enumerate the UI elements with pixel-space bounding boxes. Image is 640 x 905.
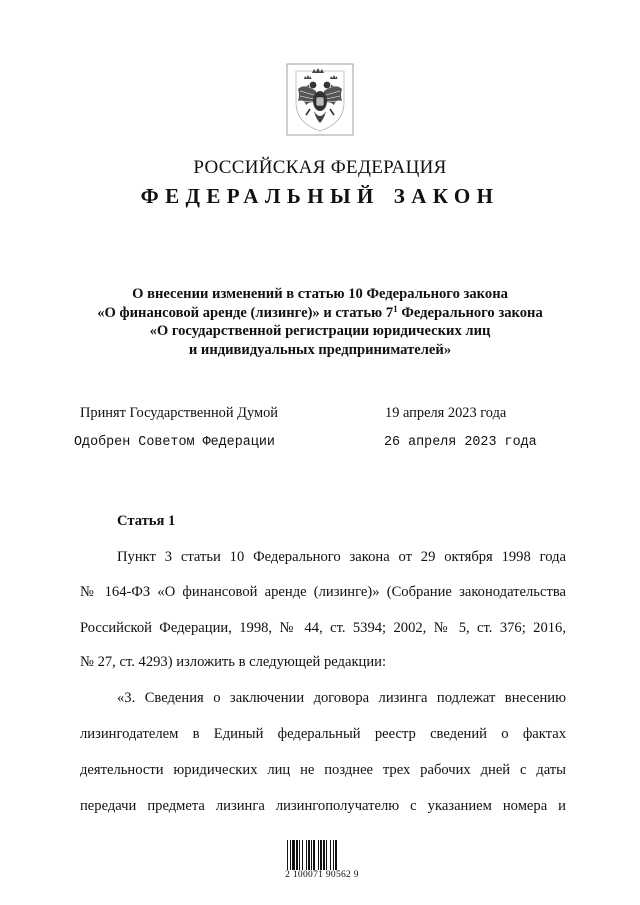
law-title-line-2-part-1: «О финансовой аренде (лизинге)» и статью 7 bbox=[97, 304, 394, 321]
article-text-line: Российской Федерации, 1998, № 44, ст. 5394; 2002, № 5, ст. 376; 2016, bbox=[80, 620, 566, 636]
article-text-line: «3. Сведения о заключении договора лизинга подлежат внесению bbox=[117, 690, 566, 706]
approved-date: 26 апреля 2023 года bbox=[384, 435, 537, 450]
article-text-line: передачи предмета лизинга лизингополучателю с указанием номера и bbox=[80, 798, 566, 814]
barcode-icon bbox=[286, 840, 358, 870]
article-text-line: лизингодателем в Единый федеральный реестр сведений о фактах bbox=[80, 726, 566, 742]
law-title-line-4: и индивидуальных предпринимателей» bbox=[188, 341, 452, 358]
adopted-date: 19 апреля 2023 года bbox=[385, 405, 507, 421]
law-title bbox=[60, 285, 580, 359]
law-title-line-2-part-2: Федерального закона bbox=[397, 304, 543, 321]
article-text-line: деятельности юридических лиц не позднее трех рабочих дней с даты bbox=[80, 762, 566, 778]
article-text-line: № 27, ст. 4293) изложить в следующей редакции: bbox=[80, 654, 387, 670]
law-title-line-1: О внесении изменений в статью 10 Федерального закона bbox=[132, 286, 508, 302]
document-type-word-1: ФЕДЕРАЛЬНЫЙ bbox=[140, 184, 380, 208]
law-title-line-2 bbox=[60, 304, 580, 323]
law-title-superscript: 1 bbox=[393, 303, 398, 314]
article-text-line: Пункт 3 статьи 10 Федерального закона от 29 октября 1998 года bbox=[117, 549, 566, 565]
adopted-by-duma-label: Принят Государственной Думой bbox=[80, 405, 278, 421]
barcode-number: 2 100071 90562 9 bbox=[285, 870, 359, 880]
article-text-line: № 164-ФЗ «О финансовой аренде (лизинге)» (Собрание законодательства bbox=[80, 584, 566, 600]
document-type-word-2: ЗАКОН bbox=[393, 184, 500, 208]
approved-by-federation-council-label: Одобрен Советом Федерации bbox=[74, 435, 275, 450]
country-name: РОССИЙСКАЯ ФЕДЕРАЦИЯ bbox=[193, 157, 447, 178]
document-type bbox=[0, 184, 640, 209]
russian-coat-of-arms-icon bbox=[286, 63, 354, 136]
law-title-line-3: «О государственной регистрации юридических лиц bbox=[149, 323, 491, 340]
article-heading: Статья 1 bbox=[117, 513, 176, 529]
